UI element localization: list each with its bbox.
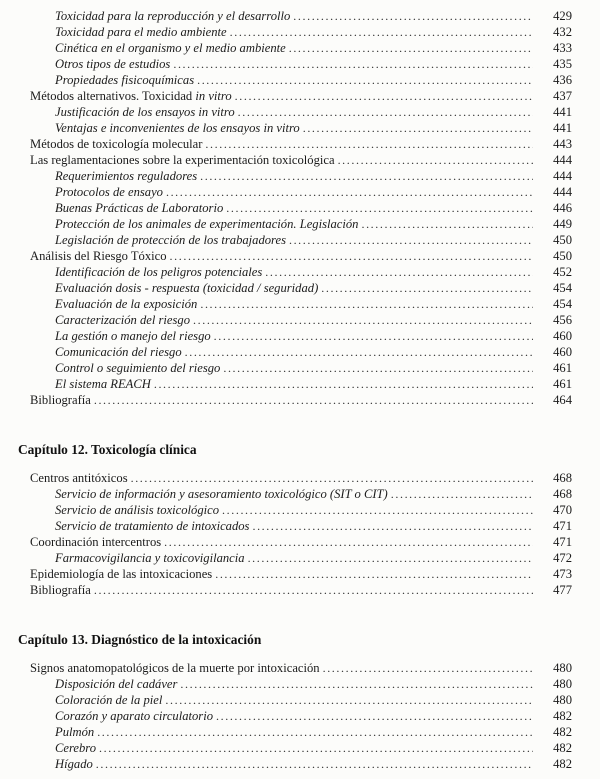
toc-entry <box>55 518 572 534</box>
toc-entry <box>55 296 572 312</box>
toc-entry <box>30 136 572 152</box>
toc-section <box>18 8 572 408</box>
toc-entry <box>55 200 572 216</box>
toc-entry-page: 433 <box>553 41 572 55</box>
toc-entry-page: 460 <box>553 329 572 343</box>
toc-entry <box>30 582 572 598</box>
toc-entry-title: Cinética en el organismo y el medio ambiente <box>55 41 286 55</box>
chapter-heading: Capítulo 12. Toxicología clínica <box>18 442 197 457</box>
toc-entry-title: Coordinación intercentros <box>30 535 162 549</box>
chapter-heading: Capítulo 13. Diagnóstico de la intoxicación <box>18 632 262 647</box>
toc-entry <box>30 248 572 264</box>
toc-entry <box>55 486 572 502</box>
toc-entry-page: 468 <box>553 471 572 485</box>
dot-leader <box>223 360 533 376</box>
toc-entry-title: Coloración de la piel <box>55 693 163 707</box>
toc-entry <box>55 740 572 756</box>
dot-leader <box>154 376 533 392</box>
dot-leader <box>338 152 533 168</box>
toc-entry-title: Buenas Prácticas de Laboratorio <box>55 201 224 215</box>
toc-entry <box>55 8 572 24</box>
dot-leader <box>216 708 533 724</box>
toc-entry-title: Las reglamentaciones sobre la experimentación toxicológica <box>30 153 335 167</box>
dot-leader <box>323 660 533 676</box>
toc-entry-title: Métodos alternativos. Toxicidad in vitro <box>30 89 232 103</box>
toc-entry <box>55 708 572 724</box>
toc-entry-page: 436 <box>553 73 572 87</box>
toc-entry-page: 456 <box>553 313 572 327</box>
toc-entry-title: La gestión o manejo del riesgo <box>55 329 211 343</box>
dot-leader <box>289 232 533 248</box>
dot-leader <box>303 120 533 136</box>
toc-entry-page: 437 <box>553 89 572 103</box>
dot-leader <box>96 756 533 772</box>
toc-entry <box>55 280 572 296</box>
toc-entry <box>30 534 572 550</box>
dot-leader <box>321 280 533 296</box>
toc <box>18 8 572 772</box>
toc-entry-title: Evaluación de la exposición <box>55 297 198 311</box>
toc-entry <box>55 724 572 740</box>
dot-leader <box>289 40 533 56</box>
dot-leader <box>200 168 533 184</box>
toc-entry <box>55 676 572 692</box>
dot-leader <box>165 692 533 708</box>
toc-entry-page: 441 <box>553 121 572 135</box>
toc-entry-page: 441 <box>553 105 572 119</box>
toc-entry <box>55 360 572 376</box>
toc-entry-title: El sistema REACH <box>55 377 151 391</box>
dot-leader <box>214 328 533 344</box>
toc-entry-title: Legislación de protección de los trabajadores <box>55 233 286 247</box>
toc-entry <box>30 660 572 676</box>
toc-entry <box>55 344 572 360</box>
toc-entry <box>55 692 572 708</box>
toc-entry-title: Otros tipos de estudios <box>55 57 171 71</box>
toc-entry-page: 477 <box>553 583 572 597</box>
toc-entry-title: Bibliografía <box>30 583 91 597</box>
toc-entry-title: Control o seguimiento del riesgo <box>55 361 221 375</box>
toc-entry-title: Toxicidad para el medio ambiente <box>55 25 227 39</box>
dot-leader <box>252 518 533 534</box>
toc-entry-page: 429 <box>553 9 572 23</box>
toc-entry-page: 432 <box>553 25 572 39</box>
toc-entry-page: 443 <box>553 137 572 151</box>
toc-entry-title: Caracterización del riesgo <box>55 313 191 327</box>
toc-entry-title: Hígado <box>55 757 93 771</box>
toc-entry-page: 444 <box>553 185 572 199</box>
toc-entry-page: 482 <box>553 757 572 771</box>
dot-leader <box>265 264 533 280</box>
toc-entry-title: Comunicación del riesgo <box>55 345 182 359</box>
toc-entry <box>55 376 572 392</box>
toc-entry-title: Farmacovigilancia y toxicovigilancia <box>55 551 245 565</box>
toc-entry-title: Corazón y aparato circulatorio <box>55 709 214 723</box>
toc-entry-page: 460 <box>553 345 572 359</box>
dot-leader <box>197 72 533 88</box>
toc-entry-page: 450 <box>553 233 572 247</box>
toc-entry-page: 444 <box>553 169 572 183</box>
toc-entry-page: 454 <box>553 281 572 295</box>
toc-entry <box>55 232 572 248</box>
toc-entry-page: 461 <box>553 377 572 391</box>
toc-entry <box>30 392 572 408</box>
toc-entry-page: 473 <box>553 567 572 581</box>
toc-entry-page: 482 <box>553 725 572 739</box>
toc-entry-page: 480 <box>553 693 572 707</box>
toc-entry <box>55 104 572 120</box>
dot-leader <box>248 550 533 566</box>
toc-entry-page: 471 <box>553 535 572 549</box>
toc-entry-page: 480 <box>553 661 572 675</box>
toc-entry-title: Pulmón <box>55 725 95 739</box>
toc-entry <box>30 88 572 104</box>
toc-entry <box>30 152 572 168</box>
toc-entry-page: 468 <box>553 487 572 501</box>
toc-entry <box>55 312 572 328</box>
toc-entry <box>55 550 572 566</box>
toc-entry-page: 471 <box>553 519 572 533</box>
dot-leader <box>164 534 533 550</box>
toc-section <box>18 442 572 598</box>
toc-entry-title: Protocolos de ensayo <box>55 185 163 199</box>
toc-entry <box>55 24 572 40</box>
toc-entry <box>30 470 572 486</box>
dot-leader <box>94 582 533 598</box>
toc-entry-title: Protección de los animales de experimentación. Legislación <box>55 217 359 231</box>
toc-entry-title: Justificación de los ensayos in vitro <box>55 105 235 119</box>
toc-entry-title: Propiedades fisicoquímicas <box>55 73 195 87</box>
toc-entry <box>55 184 572 200</box>
toc-entry-title: Requerimientos reguladores <box>55 169 198 183</box>
dot-leader <box>293 8 533 24</box>
toc-entry-title: Signos anatomopatológicos de la muerte por intoxicación <box>30 661 320 675</box>
dot-leader <box>170 248 533 264</box>
dot-leader <box>173 56 533 72</box>
dot-leader <box>226 200 533 216</box>
toc-entry-title: Identificación de los peligros potenciales <box>55 265 263 279</box>
dot-leader <box>215 566 533 582</box>
toc-entry-title: Toxicidad para la reproducción y el desarrollo <box>55 9 291 23</box>
dot-leader <box>200 296 533 312</box>
toc-entry-page: 452 <box>553 265 572 279</box>
toc-entry-page: 454 <box>553 297 572 311</box>
dot-leader <box>222 502 533 518</box>
toc-entry-title: Ventajas e inconvenientes de los ensayos in vitro <box>55 121 300 135</box>
toc-entry <box>55 216 572 232</box>
toc-entry-title: Servicio de análisis toxicológico <box>55 503 220 517</box>
toc-entry-title: Servicio de tratamiento de intoxicados <box>55 519 250 533</box>
toc-section <box>18 632 572 772</box>
dot-leader <box>131 470 533 486</box>
toc-entry-title: Centros antitóxicos <box>30 471 128 485</box>
toc-entry-page: 435 <box>553 57 572 71</box>
toc-entry-page: 480 <box>553 677 572 691</box>
dot-leader <box>99 740 533 756</box>
toc-entry-title: Disposición del cadáver <box>55 677 178 691</box>
toc-entry <box>30 566 572 582</box>
toc-entry <box>55 120 572 136</box>
toc-entry-page: 470 <box>553 503 572 517</box>
toc-entry-title: Bibliografía <box>30 393 91 407</box>
toc-entry <box>55 56 572 72</box>
toc-entry <box>55 168 572 184</box>
dot-leader <box>230 24 533 40</box>
toc-entry <box>55 502 572 518</box>
dot-leader <box>361 216 533 232</box>
dot-leader <box>205 136 533 152</box>
toc-entry-title: Evaluación dosis - respuesta (toxicidad / seguridad) <box>55 281 319 295</box>
dot-leader <box>97 724 533 740</box>
toc-entry-title: Análisis del Riesgo Tóxico <box>30 249 167 263</box>
toc-entry-title: Métodos de toxicología molecular <box>30 137 203 151</box>
toc-entry-page: 449 <box>553 217 572 231</box>
dot-leader <box>185 344 533 360</box>
toc-entry <box>55 328 572 344</box>
toc-entry <box>55 264 572 280</box>
dot-leader <box>391 486 533 502</box>
dot-leader <box>235 88 533 104</box>
toc-entry-page: 464 <box>553 393 572 407</box>
toc-entry-page: 482 <box>553 709 572 723</box>
dot-leader <box>238 104 533 120</box>
toc-entry-title: Cerebro <box>55 741 97 755</box>
toc-entry-page: 482 <box>553 741 572 755</box>
toc-entry <box>55 756 572 772</box>
toc-entry <box>55 40 572 56</box>
dot-leader <box>180 676 533 692</box>
toc-entry-title: Servicio de información y asesoramiento toxicológico (SIT o CIT) <box>55 487 388 501</box>
toc-entry-page: 472 <box>553 551 572 565</box>
dot-leader <box>166 184 533 200</box>
toc-entry-page: 444 <box>553 153 572 167</box>
toc-entry-page: 446 <box>553 201 572 215</box>
toc-entry-page: 450 <box>553 249 572 263</box>
dot-leader <box>94 392 533 408</box>
toc-entry <box>55 72 572 88</box>
toc-entry-page: 461 <box>553 361 572 375</box>
dot-leader <box>193 312 533 328</box>
toc-entry-title: Epidemiología de las intoxicaciones <box>30 567 213 581</box>
